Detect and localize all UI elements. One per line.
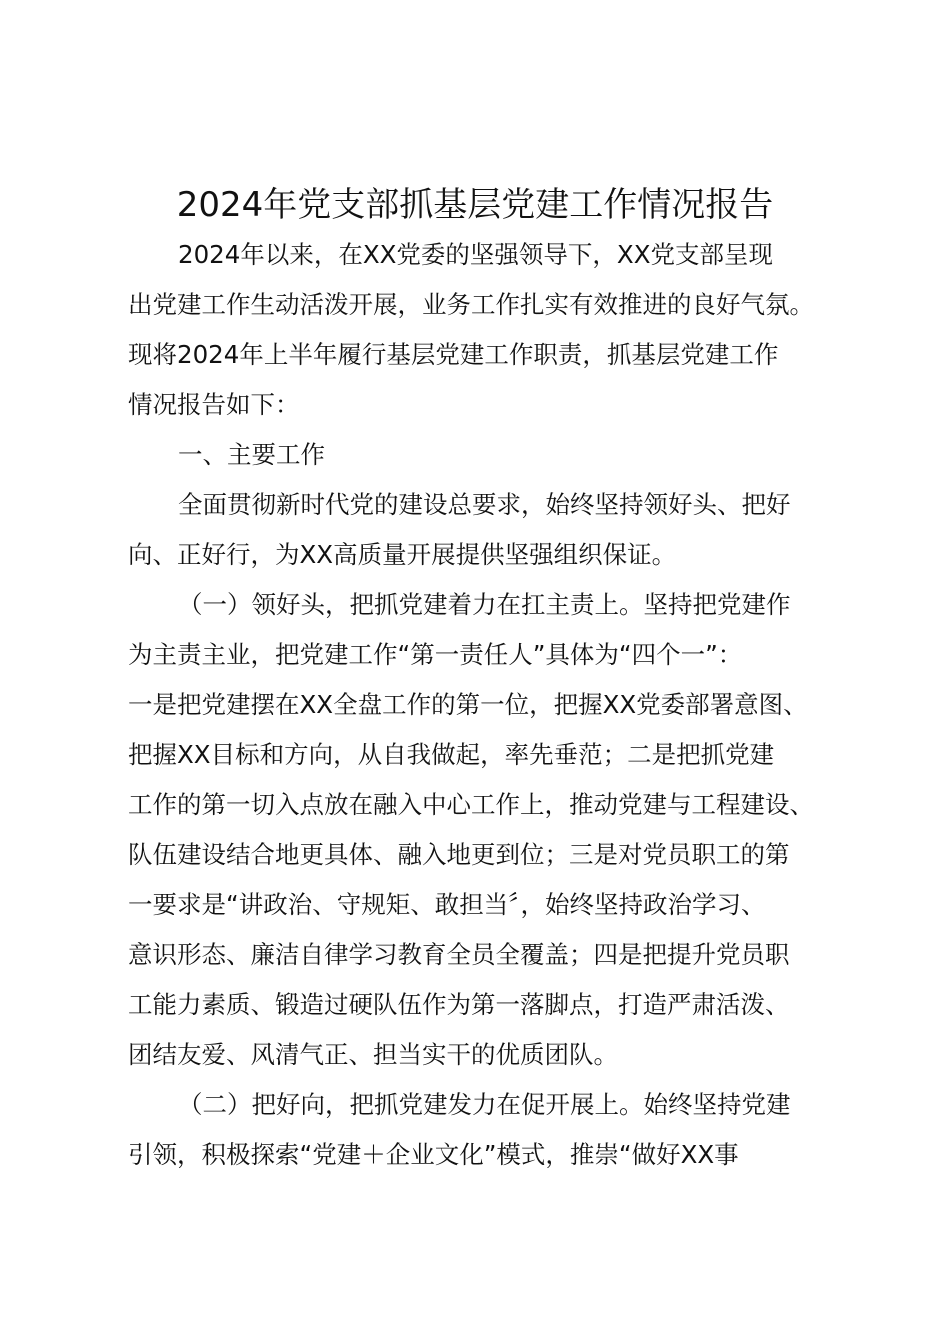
paragraph-line: 团结友爱、风清气正、担当实干的优质团队。 [128, 1040, 618, 1069]
paragraph-line: 2024年以来，在XX党委的坚强领导下，XX党支部呈现 [178, 240, 773, 269]
paragraph-line: 全面贯彻新时代党的建设总要求，始终坚持领好头、把好 [178, 490, 791, 519]
paragraph-line: 为主责主业，把党建工作“第一责任人”具体为“四个一”： [128, 640, 743, 669]
paragraph-line: 一是把党建摆在XX全盘工作的第一位，把握XX党委部署意图、 [128, 690, 808, 719]
paragraph-line: 引领，积极探索“党建＋企业文化”模式，推崇“做好XX事 [128, 1140, 739, 1169]
paragraph-line: （一）领好头，把抓党建着力在扛主责上。坚持把党建作 [178, 590, 791, 619]
paragraph-line: 出党建工作生动活泼开展，业务工作扎实有效推进的良好气氛。 [128, 290, 814, 319]
paragraph-line: 工作的第一切入点放在融入中心工作上，推动党建与工程建设、 [128, 790, 814, 819]
section-heading: 一、主要工作 [178, 440, 325, 469]
paragraph-line: 情况报告如下： [128, 390, 300, 419]
paragraph-line: 意识形态、廉洁自律学习教育全员全覆盖；四是把提升党员职 [128, 940, 790, 969]
paragraph-line: 队伍建设结合地更具体、融入地更到位；三是对党员职工的第 [128, 840, 790, 869]
paragraph-line: 向、正好行，为XX高质量开展提供坚强组织保证。 [128, 540, 677, 569]
paragraph-line: 把握XX目标和方向，从自我做起，率先垂范；二是把抓党建 [128, 740, 775, 769]
document-title: 2024年党支部抓基层党建工作情况报告 [176, 185, 774, 225]
paragraph-line: 现将2024年上半年履行基层党建工作职责，抓基层党建工作 [128, 340, 779, 369]
paragraph-line: 一要求是“讲政治、守规矩、敢担当〞，始终坚持政治学习、 [128, 890, 766, 919]
paragraph-line: （二）把好向，把抓党建发力在促开展上。始终坚持党建 [178, 1090, 791, 1119]
paragraph-line: 工能力素质、锻造过硬队伍作为第一落脚点，打造严肃活泼、 [128, 990, 790, 1019]
